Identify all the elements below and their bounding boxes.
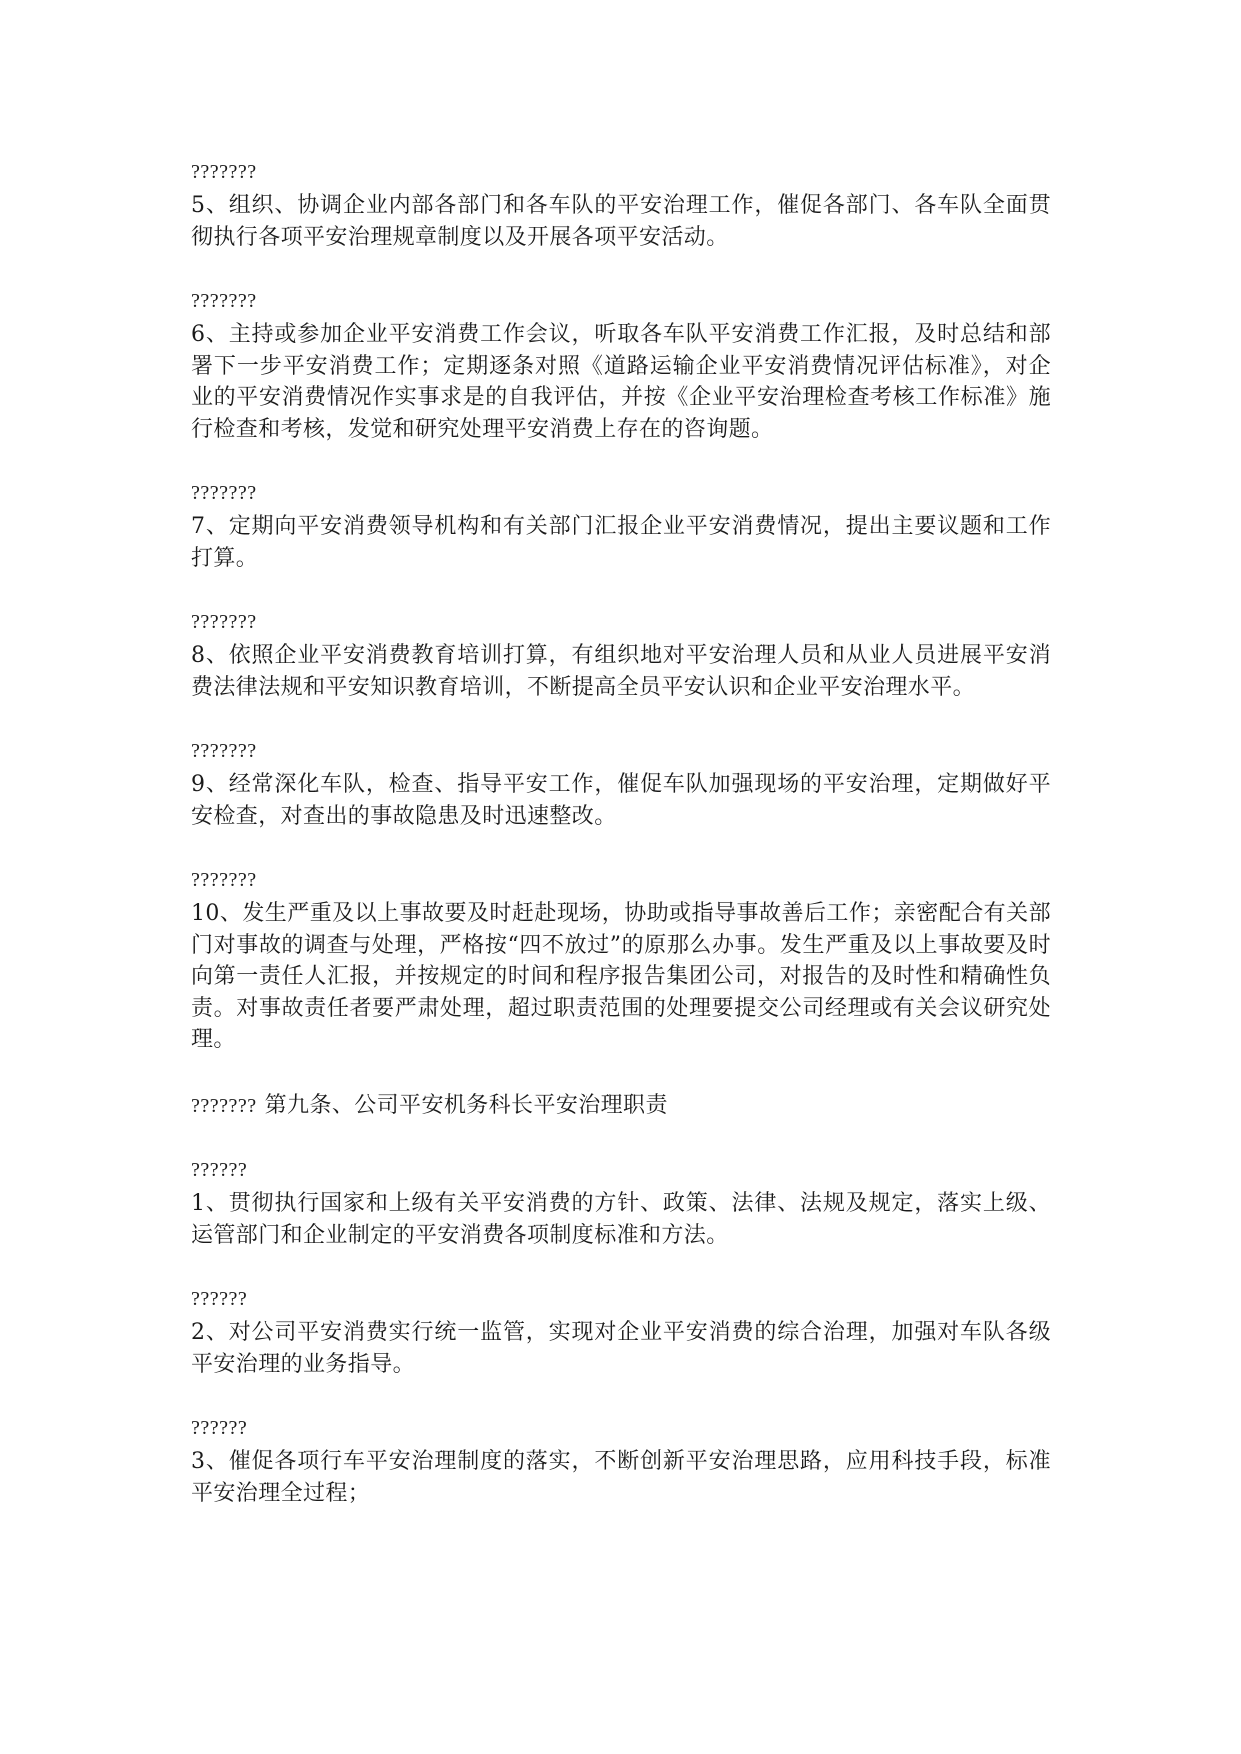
clause-text: 7、定期向平安消费领导机构和有关部门汇报企业平安消费情况，提出主要议题和工作打算。 xyxy=(191,514,1051,571)
duty-text: 2、对公司平安消费实行统一监管，实现对企业平安消费的综合治理，加强对车队各级平安治理的业务指导。 xyxy=(191,1320,1051,1377)
clause-item-10 xyxy=(191,866,1051,1056)
clause-text: 6、主持或参加企业平安消费工作会议，听取各车队平安消费工作汇报，及时总结和部署下一步平安消费工作；定期逐条对照《道路运输企业平安消费情况评估标准》，对企业的平安消费情况作实事求是的自我评估，并按《企业平安治理检查考核工作标准》施行检查和考核，发觉和研究处理平安消费上存在的咨询题。 xyxy=(191,322,1051,442)
placeholder-marker: ??????? xyxy=(191,290,257,312)
placeholder-marker: ??????? xyxy=(191,1094,257,1117)
placeholder-marker: ??????? xyxy=(191,869,257,891)
clause-text: 9、经常深化车队，检查、指导平安工作，催促车队加强现场的平安治理，定期做好平安检查，对查出的事故隐患及时迅速整改。 xyxy=(191,772,1051,829)
placeholder-marker: ?????? xyxy=(191,1288,248,1310)
article-heading xyxy=(191,1090,1051,1123)
placeholder-marker: ??????? xyxy=(191,740,257,762)
clause-item-7 xyxy=(191,479,1051,574)
placeholder-marker: ??????? xyxy=(191,482,257,504)
duty-text: 1、贯彻执行国家和上级有关平安消费的方针、政策、法律、法规及规定，落实上级、运管部门和企业制定的平安消费各项制度标准和方法。 xyxy=(191,1191,1051,1248)
clause-item-5 xyxy=(191,158,1051,253)
clause-item-6 xyxy=(191,287,1051,445)
duty-item-3 xyxy=(191,1414,1051,1509)
article-title: 第九条、公司平安机务科长平安治理职责 xyxy=(264,1092,668,1118)
clause-text: 8、依照企业平安消费教育培训打算，有组织地对平安治理人员和从业人员进展平安消费法律法规和平安知识教育培训，不断提高全员平安认识和企业平安治理水平。 xyxy=(191,643,1051,700)
placeholder-marker: ?????? xyxy=(191,1159,248,1181)
document-page xyxy=(191,158,1051,1543)
duty-text: 3、催促各项行车平安治理制度的落实，不断创新平安治理思路，应用科技手段，标准平安治理全过程； xyxy=(191,1449,1051,1506)
placeholder-marker: ??????? xyxy=(191,611,257,633)
placeholder-marker: ?????? xyxy=(191,1417,248,1439)
clause-text: 5、组织、协调企业内部各部门和各车队的平安治理工作，催促各部门、各车队全面贯彻执行各项平安治理规章制度以及开展各项平安活动。 xyxy=(191,193,1051,250)
clause-item-9 xyxy=(191,737,1051,832)
duty-item-1 xyxy=(191,1156,1051,1251)
placeholder-marker: ??????? xyxy=(191,161,257,183)
duty-item-2 xyxy=(191,1285,1051,1380)
clause-text: 10、发生严重及以上事故要及时赶赴现场，协助或指导事故善后工作；亲密配合有关部门对事故的调查与处理，严格按“四不放过”的原那么办事。发生严重及以上事故要及时向第一责任人汇报，并按规定的时间和程序报告集团公司，对报告的及时性和精确性负责。对事故责任者要严肃处理，超过职责范围的处理要提交公司经理或有关会议研究处理。 xyxy=(191,901,1051,1052)
clause-item-8 xyxy=(191,608,1051,703)
